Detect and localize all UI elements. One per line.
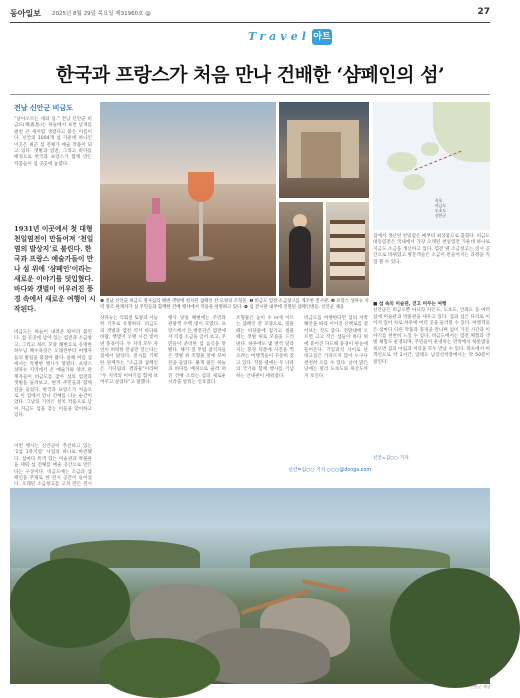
article-column: 비금도를 여행한다면 섬의 서쪽 해안을 따라 이어진 산책로를 걸어보는 것도 좋다. 전망대에 오르면 크고 작은 섬들이 바다 위에 흩어진 다도해 풍경이 한눈에 들어온다. 기암괴석 사이로 난 데크길은 가파르지 않아 누구나 천천히 오를 수 있다. 날이 맑은 날에는 멀리 도초도와 흑산도까지 보인다. <box>304 316 368 379</box>
map-legend-item: 신안군 <box>435 213 447 218</box>
pano-trees-left <box>10 558 130 648</box>
issue-meta: 2025년 8월 29일 목요일 제31960호 @ <box>52 11 151 17</box>
location-map <box>373 102 490 230</box>
article-column: 샹파뉴는 석회질 토양과 서늘한 기후로 유명하다. 비금도의 갯벌과 염전 역시 바다와 바람, 햇볕이 오랜 시간 빚어낸 풍경이다. 두 지역 모두 자연이 허락한 만큼만 얻는다는 점에서 닮았다. 전시를 기획한 관계자는 “소금과 샴페인은 기다림의 결과물”이라며 “두 지역의 이야기를 함께 보여주고 싶었다”고 말했다. <box>100 316 158 386</box>
map-legend-item: 목포 <box>435 198 443 203</box>
glass-stem <box>199 202 203 256</box>
right-byline: 신안=김○○ 기자 <box>373 456 409 461</box>
map-legend-item: 비금도 <box>435 203 447 208</box>
article-column: 이번 행사는 신안군이 추진하고 있는 ‘1섬 1뮤지엄’ 사업의 하나로 마련됐다. 섬마다 특색 있는 미술관과 박물관을 세워 섬 전체를 예술 공간으로 만든다는 구상이다. 비금도에는 소금과 샴페인을 주제로 한 전시 공간이 들어섰다. 오래된 소금창고를 고쳐 만든 전시 <box>14 444 92 488</box>
glass-foot <box>188 256 214 261</box>
right-lead-paragraph: 섬에서 생산된 천일염은 예부터 최상품으로 꼽혔다. 비금도 대동염전은 국내에서 가장 오래된 천일염전 가운데 하나로 지금도 소금을 생산하고 있다. 염전 옆 소금창고는 전시 공간으로 바뀌었고 방문객들은 소금이 만들어지는 과정을 직접 볼 수 있다. <box>373 234 490 265</box>
subheadline: 1931년 이곳에서 첫 대형 천일염전이 만들어져 ‘천일염의 발상지’로 불린다. 한국과 프랑스 예술가들이 만나 섬 위에 ‘샴페인’이라는 새로운 이야기를 덧입혔다. 바다와 갯벌이 어우러진 풍경 속에서 새로운 여행이 시작된다. <box>14 225 96 313</box>
map-legend <box>435 198 446 218</box>
champagne-bottle <box>146 214 166 282</box>
pano-deck-path <box>302 579 348 592</box>
pano-island-right <box>250 546 450 568</box>
photo-shelf <box>326 202 369 296</box>
right-subheadline: ■ 섬 속의 미술관, 걷고 머무는 여행 <box>373 302 447 307</box>
masthead-rule <box>10 22 490 23</box>
map-land-island-3 <box>421 142 439 156</box>
map-legend-item: 도초도 <box>435 208 447 213</box>
byline: 신안=김○○ 기자 ○○○@donga.com <box>288 468 371 473</box>
masthead <box>10 6 490 22</box>
photo-caption: ❶ 전남 신안군 비금도 명사십리 해변 갯벌에 설치된 샴페인 잔 모양의 조형물. ❷ 비금도 염전 소금창고를 개조한 전시관. ❸ 프랑스 샹파뉴 지역 양조 관계자가 섬 주민들과 함께한 건배 행사에서 작품을 설명하고 있다. ❹ 섬 전시관 내부에 진열된 샴페인병들. 신안군 제공 <box>100 299 369 310</box>
map-route <box>415 151 462 171</box>
article-column: 조형물은 높이 수 m에 이르는 샴페인 잔 모양으로, 밀물 때는 바닷물에 잠기고 썰물 때는 갯벌 위로 모습을 드러낸다. 하루에도 몇 번씩 달라지는 풍경 덕분에 사진을 찍으려는 여행객들이 꾸준히 찾고 있다. 작품 옆에는 두 나라의 국기와 함께 행사를 기념하는 안내판이 세워졌다. <box>236 316 294 379</box>
person-body <box>289 226 311 288</box>
map-land-island-1 <box>387 152 417 172</box>
section-label: Travel <box>248 30 310 43</box>
newspaper-logo: 동아일보 <box>10 8 41 18</box>
glass-bowl <box>188 172 214 202</box>
body-paragraph: 비금도는 하늘이 내려준 땅이라 불린다. 섬 곳곳에 남아 있는 염전과 소금창고, 그리고 하트 모양 해변으로 유명한 하누넘 해수욕장은 오래전부터 여행자들의 발길을 붙잡아 왔다. 올해 여름 섬에서는 특별한 행사가 열렸다. 프랑스 샹파뉴 지역에서 온 예술가와 양조 관계자들이 비금도를 찾아 섬의 염전과 갯벌을 둘러보고, 현지 주민들과 함께 잔을 들었다. 한국과 프랑스가 처음으로 이 섬에서 만나 건배를 나눈 순간이었다. 그날의 기억은 설치 작품으로 남아 지금도 섬을 찾는 이들을 맞이하고 있다. <box>14 330 92 419</box>
page-number: 27 <box>477 7 490 17</box>
photo-person <box>279 202 323 296</box>
right-body-paragraph <box>373 302 490 452</box>
photo-sculpture <box>100 102 276 296</box>
photo-mudflat <box>100 224 276 296</box>
pano-trees-right <box>390 568 520 688</box>
photo-building <box>279 102 369 198</box>
map-land-mainland <box>433 102 490 162</box>
section-badge: 아트 <box>312 29 332 45</box>
bottle-shelf <box>330 220 365 280</box>
pano-shrubs <box>100 638 220 698</box>
right-body-text: 신안군은 비금도뿐 아니라 자은도, 도초도, 안좌도 등 여러 섬에 미술관과 박물관을 세우고 있다. 섬과 섬은 다리로 이어져 있어 차로 하루에 여러 곳을 둘러볼 수 있다. 여행객들은 섬마다 다른 작품과 풍경을 만나며 섬이 가진 시간과 이야기를 천천히 느낄 수 있다. 비금도에서는 염전 체험과 갯벌 체험도 운영되며, 주민들이 운영하는 민박에서 하룻밤을 묵으면 섬의 아침과 저녁을 모두 만날 수 있다. 목포에서 여객선으로 약 2시간, 암태도 남강선착장에서는 약 50분이 걸린다. <box>373 308 490 365</box>
article-column: 행사 당일 해변에는 주민과 관광객 수백 명이 모였다. 프랑스에서 온 방문단은 염전에서 직접 소금을 긁어 보고, 주민들이 준비한 섬 음식을 맛봤다. 해가 질 무렵 참석자들은 갯벌 위 조형물 앞에 모여 잔을 들었다. 붉게 물든 하늘과 바다를 배경으로 울려 퍼진 건배 소리는 섬의 새로운 시작을 알리는 신호였다. <box>168 316 226 386</box>
kicker: 전남 신안군 비금도 <box>14 104 73 112</box>
photo-panorama <box>10 488 490 684</box>
map-land-island-2 <box>403 174 425 190</box>
headline-rule <box>10 94 490 95</box>
lead-paragraph: “날아오르는 새의 섬.” 전남 신안군 비금도(飛禽島)는 하늘에서 보면 날개를 펼친 큰 새처럼 생겼다고 붙은 이름이다. 신안의 1004개 섬 가운데 하나인 이곳은 최근 섬 전체가 예술 작품이 되고 있다. 갯벌과 염전, 그리고 바다를 배경으로 한국과 프랑스가 함께 만든 작품들이 섬 곳곳에 놓였다. <box>14 117 92 167</box>
headline: 한국과 프랑스가 처음 만나 건배한 ‘샴페인의 섬’ <box>55 64 445 86</box>
building-door <box>301 132 341 178</box>
photo-credit: 신안군 제공 <box>470 684 491 689</box>
